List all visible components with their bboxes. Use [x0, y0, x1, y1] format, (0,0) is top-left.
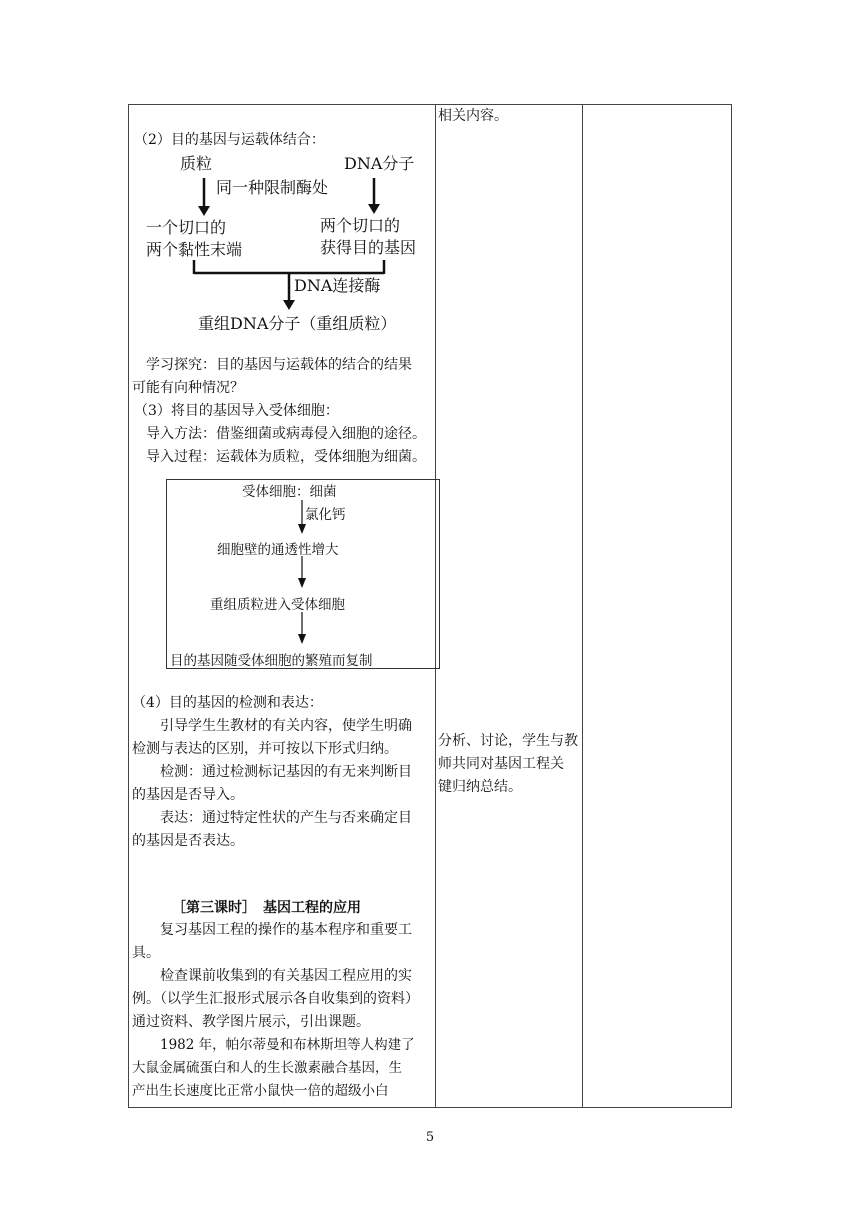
col2-top-text: 相关内容。: [438, 108, 508, 124]
lesson3-review-2: 具。: [132, 945, 160, 961]
section3-process: 导入过程：运载体为质粒，受体细胞为细菌。: [146, 449, 426, 465]
col2-summary-line-1: 分析、讨论，学生与教: [438, 733, 578, 749]
lesson3-check-1: 检查课前收集到的有关基因工程应用的实: [160, 968, 412, 984]
section4-guide-2: 检测与表达的区别，并可按以下形式归纳。: [132, 741, 398, 757]
explore-line-1: 学习探究：目的基因与运载体的结合的结果: [146, 357, 412, 373]
section2-heading: （2）目的基因与运载体结合：: [134, 132, 325, 148]
section4-guide-1: 引导学生生教材的有关内容，使学生明确: [160, 718, 412, 734]
section4-detect-2: 的基因是否导入。: [132, 787, 244, 803]
plasmid-cut-line-1: 一个切口的: [146, 218, 227, 237]
lesson3-title: ［第三课时］ 基因工程的应用: [172, 900, 361, 916]
lesson3-check-3: 通过资料、教学图片展示，引出课题。: [132, 1014, 370, 1030]
lesson3-check-2: 例。（以学生汇报形式展示各自收集到的资料）: [132, 991, 419, 1007]
lesson3-story-2: 大鼠金属硫蛋白和人的生长激素融合基因，生: [132, 1060, 402, 1076]
dna-cut-line-2: 获得目的基因: [320, 238, 417, 257]
lesson3-story-1: 1982 年，帕尔蒂曼和布林斯坦等人构建了: [160, 1037, 415, 1053]
recombinant-dna-label: 重组DNA分子（重组质粒）: [198, 314, 397, 333]
dna-molecule-label: DNA分子: [344, 154, 415, 173]
ligase-label: DNA连接酶: [294, 276, 381, 295]
lesson3-story-3: 产出生长速度比正常小鼠快一倍的超级小白: [132, 1083, 389, 1099]
flow-reagent: 氯化钙: [305, 507, 346, 523]
lesson3-review-1: 复习基因工程的操作的基本程序和重要工: [160, 922, 412, 938]
page-number: 5: [425, 1130, 435, 1145]
section4-heading: （4）目的基因的检测和表达：: [132, 695, 323, 711]
plasmid-label: 质粒: [180, 154, 213, 173]
flow-step-1: 受体细胞：细菌: [242, 484, 337, 500]
section4-detect-1: 检测：通过检测标记基因的有无来判断目: [160, 764, 412, 780]
flow-step-3: 重组质粒进入受体细胞: [210, 597, 345, 613]
flow-step-2: 细胞壁的通透性增大: [217, 542, 339, 558]
section3-method: 导入方法：借鉴细菌或病毒侵入细胞的途径。: [146, 426, 426, 442]
flow-step-4: 目的基因随受体细胞的繁殖而复制: [170, 653, 373, 669]
col2-summary-line-2: 师共同对基因工程关: [438, 756, 564, 772]
section3-heading: （3）将目的基因导入受体细胞：: [134, 403, 339, 419]
dna-cut-line-1: 两个切口的: [320, 216, 401, 235]
section4-express-1: 表达：通过特定性状的产生与否来确定目: [160, 810, 412, 826]
plasmid-cut-line-2: 两个黏性末端: [146, 240, 243, 259]
restriction-enzyme-label: 同一种限制酶处: [216, 178, 329, 197]
section4-express-2: 的基因是否表达。: [132, 833, 244, 849]
col2-summary-line-3: 键归纳总结。: [438, 779, 522, 795]
explore-line-2: 可能有向种情况？: [132, 380, 244, 396]
